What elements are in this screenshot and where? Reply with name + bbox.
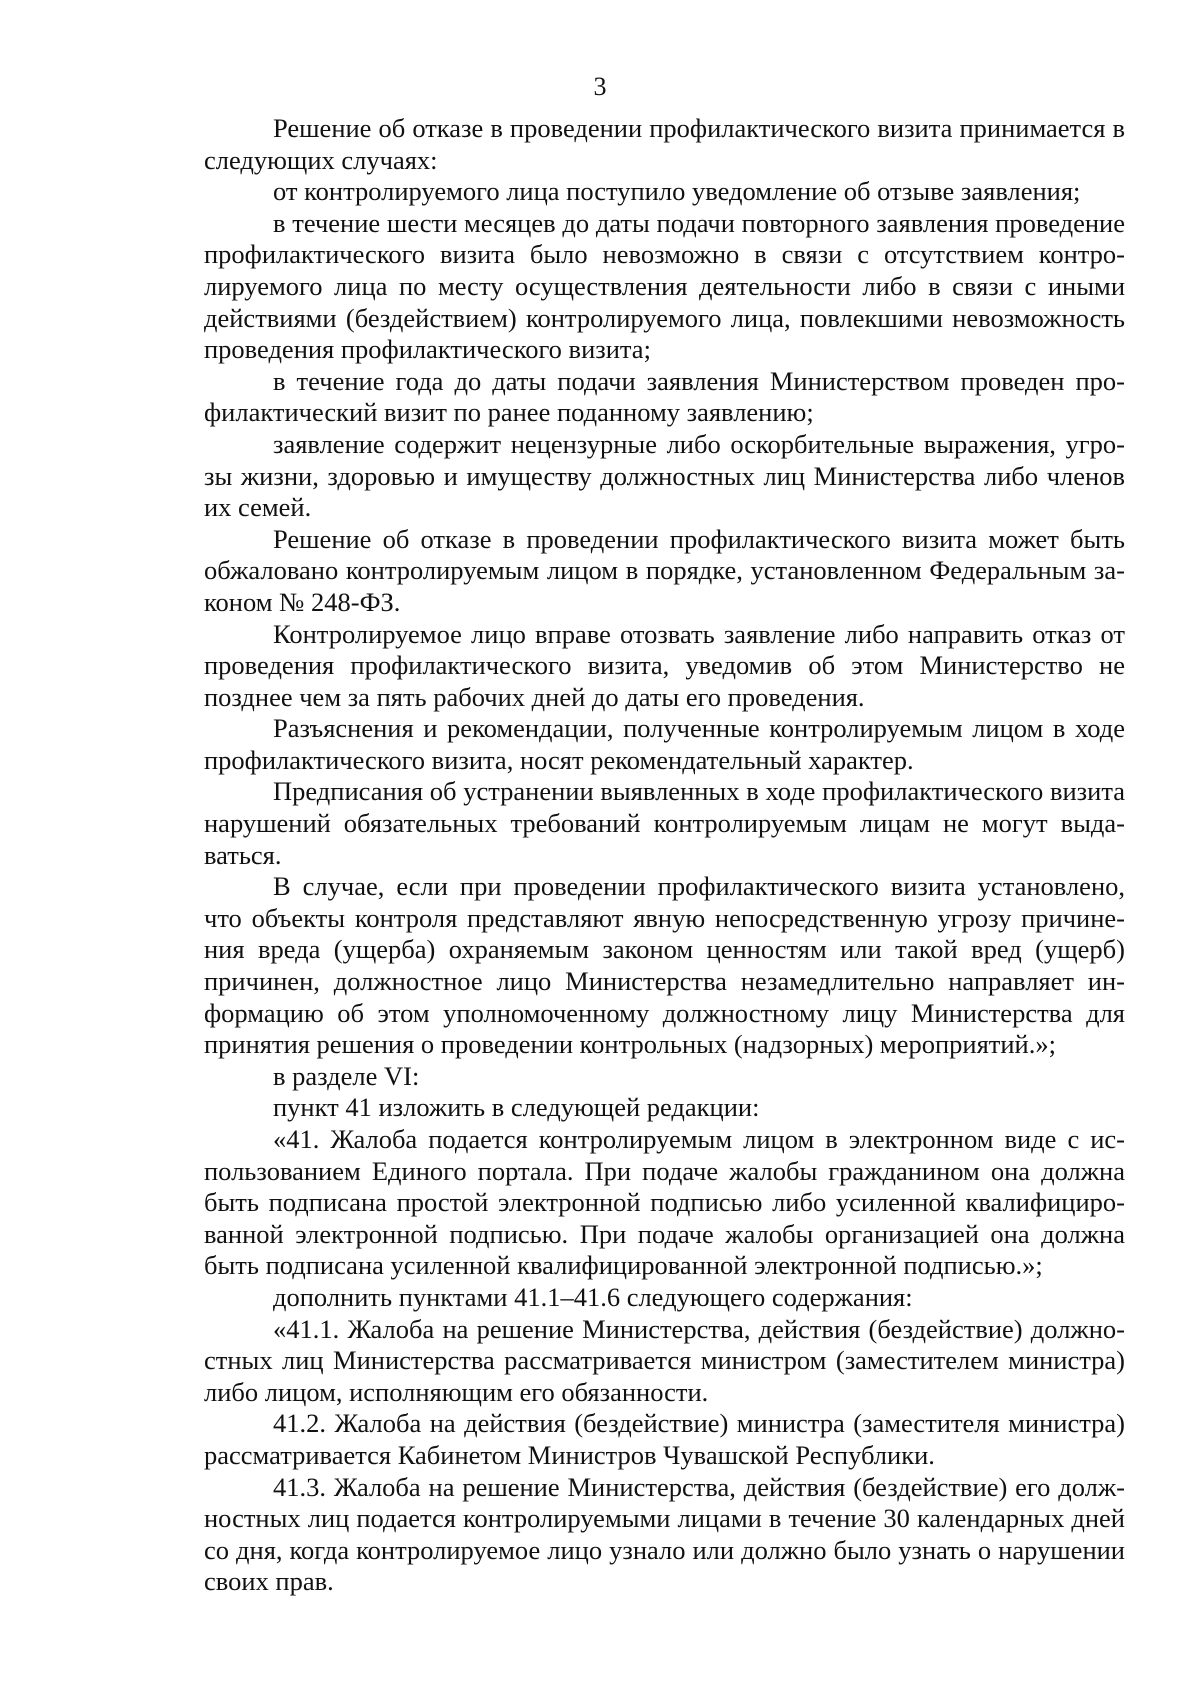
paragraph-withdraw-right: Контролируемое лицо вправе отозвать заявление либо направить отказ от проведения профилактического визита, уведомив об этом Министерство не позднее чем за пять рабочих дней до даты его проведения.	[204, 618, 1125, 712]
document-body	[204, 113, 1125, 1598]
paragraph-section-vi: в разделе VI:	[273, 1060, 420, 1091]
paragraph-appeal-refusal: Решение об отказе в проведении профилактического визита может быть обжаловано контролируемым лицом в порядке, установленном Федеральным законом № 248-ФЗ.	[204, 523, 1125, 617]
paragraph-item-41-3: 41.3. Жалоба на решение Министерства, действия (бездействие) его должностных лиц подается контролируемыми лицами в течение 30 календарных дней со дня, когда контролируемое лицо узнало или должно было узнать о нарушении своих прав.	[204, 1471, 1125, 1597]
paragraph-recommendations: Разъяснения и рекомендации, полученные контролируемым лицом в ходе профилактического визита, носят рекомендательный характер.	[204, 713, 1125, 775]
paragraph-item-41: «41. Жалоба подается контролируемым лицом в электронном виде с использованием Единого портала. При подаче жалобы гражданином она должна быть подписана простой электронной подписью либо усиленной квалифицированной электронной подписью. При подаче жалобы организацией она должна быть подписана усиленной квалифицированной электронной подписью.»;	[204, 1124, 1125, 1281]
paragraph-six-months: в течение шести месяцев до даты подачи повторного заявления проведение профилактического визита было невозможно в связи с отсутствием контролируемого лица по месту осуществления деятельности либо в связи с иными действиями (бездействием) контролируемого лица, повлекшими невозможность проведения профилактического визита;	[204, 207, 1125, 365]
paragraph-add-items: дополнить пунктами 41.1–41.6 следующего содержания:	[273, 1281, 913, 1312]
paragraph-item-41-1: «41.1. Жалоба на решение Министерства, действия (бездействие) должностных лиц Министерства рассматривается министром (заместителем министра) либо лицом, исполняющим его обязанности.	[204, 1313, 1125, 1407]
paragraph-one-year: в течение года до даты подачи заявления Министерством проведен профилактический визит по ранее поданному заявлению;	[204, 365, 1125, 428]
page-number: 3	[593, 72, 607, 101]
paragraph-withdrawal-notice: от контролируемого лица поступило уведомление об отзыве заявления;	[273, 176, 1081, 207]
paragraph-item-41-intro: пункт 41 изложить в следующей редакции:	[273, 1092, 760, 1123]
paragraph-refusal-intro: Решение об отказе в проведении профилактического визита принимается в следующих случаях:	[204, 113, 1125, 175]
paragraph-threat-case: В случае, если при проведении профилактического визита установлено, что объекты контроля представляют явную непосредственную угрозу причинения вреда (ущерба) охраняемым законом ценностям или такой вред (ущерб) причинен, должностное лицо Министерства незамедлительно направляет информацию об этом уполномоченному должностному лицу Министерства для принятия решения о проведении контрольных (надзорных) мероприятий.»;	[204, 871, 1125, 1060]
paragraph-no-orders: Предписания об устранении выявленных в ходе профилактического визита нарушений обязательных требований контролируемым лицам не могут выдаваться.	[204, 776, 1125, 870]
paragraph-item-41-2: 41.2. Жалоба на действия (бездействие) министра (заместителя министра) рассматривается Кабинетом Министров Чувашской Республики.	[204, 1408, 1125, 1470]
paragraph-obscene-statement: заявление содержит нецензурные либо оскорбительные выражения, угрозы жизни, здоровью и имуществу должностных лиц Министерства либо членов их семей.	[204, 428, 1125, 523]
